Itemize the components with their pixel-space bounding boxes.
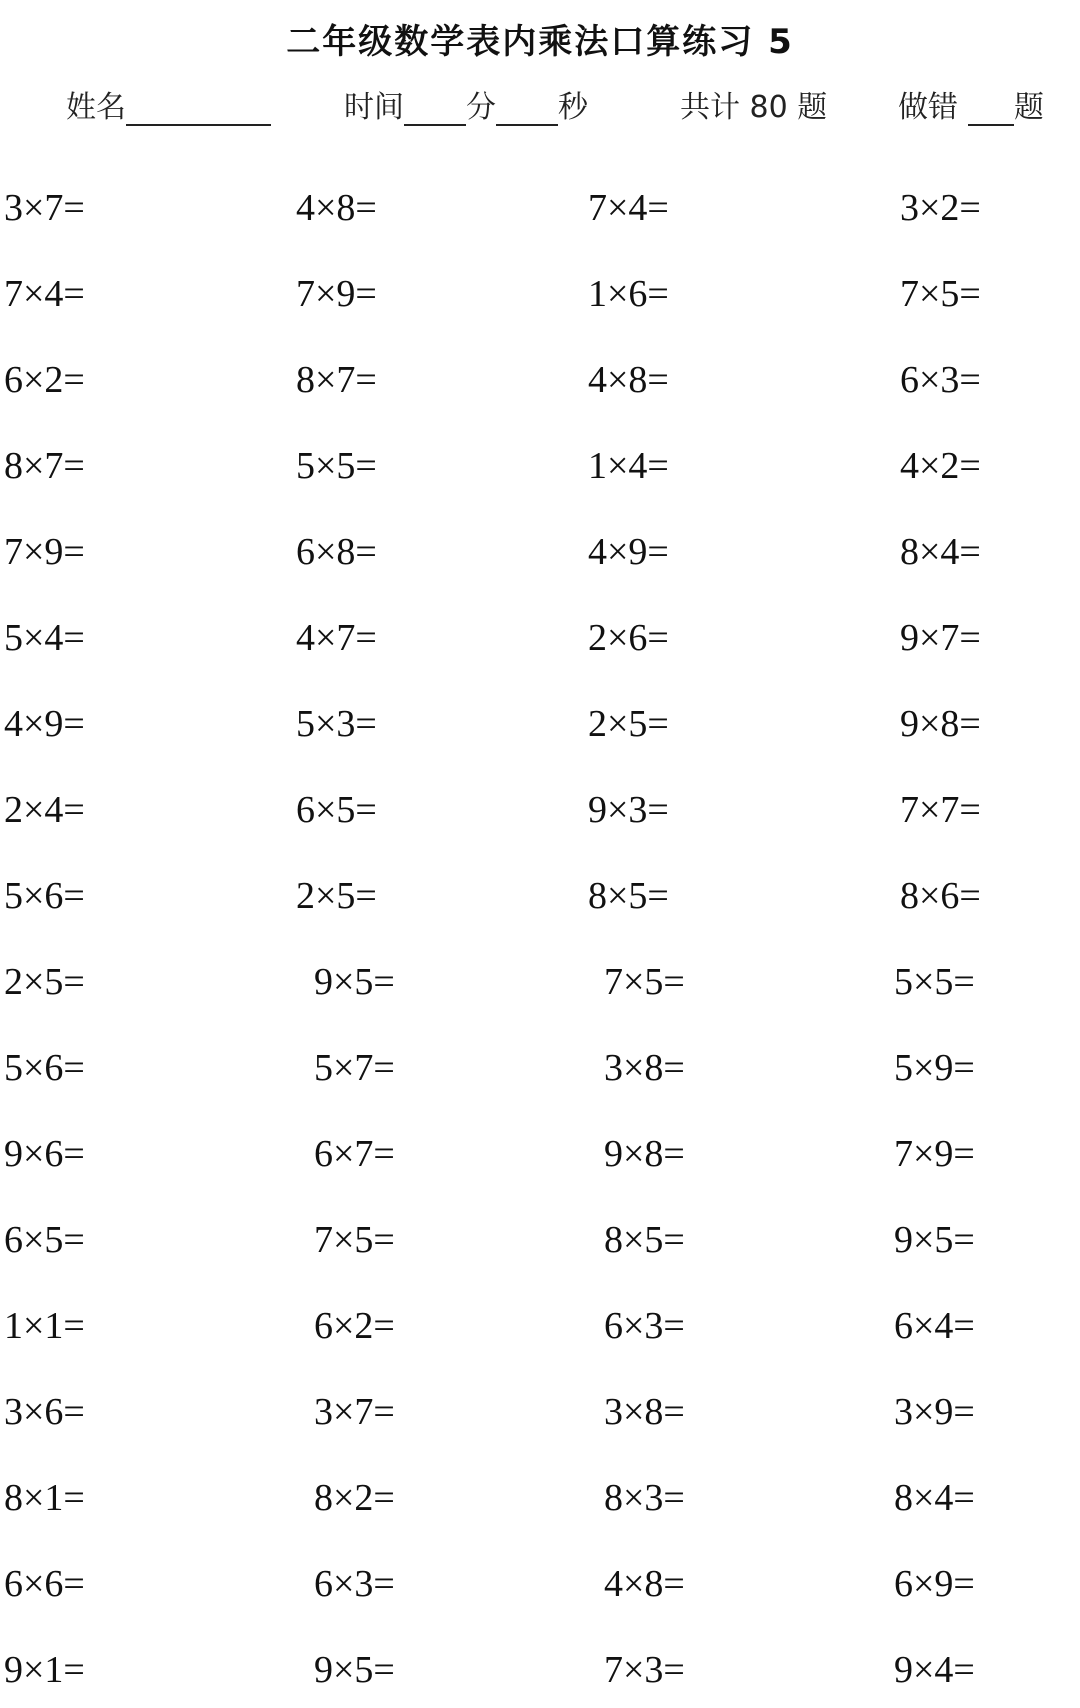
problem-item: 2×6= [588, 617, 669, 659]
problem-item: 9×1= [4, 1649, 85, 1691]
problem-item: 2×5= [296, 875, 377, 917]
problem-item: 8×7= [296, 359, 377, 401]
problem-item: 6×4= [894, 1305, 975, 1347]
problem-item: 9×6= [4, 1133, 85, 1175]
problem-item: 8×5= [604, 1219, 685, 1261]
wrong-unit: 题 [1014, 90, 1044, 125]
problem-item: 6×3= [314, 1563, 395, 1605]
problem-item: 6×6= [4, 1563, 85, 1605]
problem-item: 3×8= [604, 1047, 685, 1089]
problem-item: 6×3= [604, 1305, 685, 1347]
problem-item: 8×6= [900, 875, 981, 917]
problem-row [0, 1562, 1080, 1622]
problem-item: 9×7= [900, 617, 981, 659]
time-field [344, 82, 588, 125]
name-label: 姓名 [66, 90, 126, 125]
name-blank[interactable] [126, 94, 271, 126]
second-label: 秒 [558, 90, 588, 125]
problem-row [0, 960, 1080, 1020]
problem-item: 7×9= [894, 1133, 975, 1175]
problem-item: 4×9= [588, 531, 669, 573]
problem-item: 3×7= [314, 1391, 395, 1433]
problem-item: 5×5= [894, 961, 975, 1003]
problem-item: 7×5= [314, 1219, 395, 1261]
problem-item: 4×8= [588, 359, 669, 401]
problem-item: 8×7= [4, 445, 85, 487]
problem-row [0, 1304, 1080, 1364]
problem-item: 5×9= [894, 1047, 975, 1089]
problem-item: 4×8= [296, 187, 377, 229]
problem-item: 7×4= [588, 187, 669, 229]
wrong-field [898, 82, 1044, 125]
problem-item: 6×2= [4, 359, 85, 401]
problem-item: 3×2= [900, 187, 981, 229]
problem-item: 9×8= [604, 1133, 685, 1175]
problem-item: 4×9= [4, 703, 85, 745]
problem-item: 5×6= [4, 1047, 85, 1089]
worksheet-title: 二年级数学表内乘法口算练习 5 [286, 22, 794, 62]
problem-row [0, 1218, 1080, 1278]
problem-item: 7×5= [604, 961, 685, 1003]
problem-item: 5×4= [4, 617, 85, 659]
problem-item: 2×4= [4, 789, 85, 831]
problem-item: 9×5= [314, 961, 395, 1003]
problem-item: 6×5= [4, 1219, 85, 1261]
problem-item: 2×5= [4, 961, 85, 1003]
problem-item: 6×2= [314, 1305, 395, 1347]
problem-item: 6×7= [314, 1133, 395, 1175]
problem-item: 1×4= [588, 445, 669, 487]
problem-item: 5×7= [314, 1047, 395, 1089]
problem-item: 9×4= [894, 1649, 975, 1691]
problem-row [0, 272, 1080, 332]
problem-item: 5×6= [4, 875, 85, 917]
problem-item: 8×4= [900, 531, 981, 573]
problem-item: 4×7= [296, 617, 377, 659]
minute-blank[interactable] [404, 94, 466, 126]
time-label: 时间 [344, 90, 404, 125]
name-field [66, 82, 271, 125]
problem-row [0, 186, 1080, 246]
problem-item: 3×9= [894, 1391, 975, 1433]
problem-item: 7×3= [604, 1649, 685, 1691]
problem-row [0, 1046, 1080, 1106]
problem-row [0, 444, 1080, 504]
problem-item: 9×8= [900, 703, 981, 745]
problem-item: 8×2= [314, 1477, 395, 1519]
problem-item: 9×5= [314, 1649, 395, 1691]
minute-label: 分 [466, 90, 496, 125]
problem-item: 9×3= [588, 789, 669, 831]
problem-item: 2×5= [588, 703, 669, 745]
problem-row [0, 702, 1080, 762]
problem-row [0, 1648, 1080, 1708]
problem-item: 6×5= [296, 789, 377, 831]
problem-item: 6×3= [900, 359, 981, 401]
total-count: 共计 80 题 [680, 90, 828, 125]
problem-item: 4×8= [604, 1563, 685, 1605]
problem-row [0, 358, 1080, 418]
wrong-blank[interactable] [968, 94, 1014, 126]
problem-item: 1×6= [588, 273, 669, 315]
problem-item: 9×5= [894, 1219, 975, 1261]
problem-row [0, 530, 1080, 590]
problem-item: 7×9= [296, 273, 377, 315]
problem-item: 6×8= [296, 531, 377, 573]
problem-item: 5×5= [296, 445, 377, 487]
problem-item: 7×9= [4, 531, 85, 573]
wrong-label: 做错 [898, 90, 958, 125]
problem-row [0, 874, 1080, 934]
problem-item: 3×6= [4, 1391, 85, 1433]
problem-item: 4×2= [900, 445, 981, 487]
problem-item: 7×5= [900, 273, 981, 315]
problem-row [0, 1390, 1080, 1450]
problem-item: 7×4= [4, 273, 85, 315]
problem-row [0, 1476, 1080, 1536]
problem-row [0, 1132, 1080, 1192]
problem-item: 6×9= [894, 1563, 975, 1605]
problem-item: 7×7= [900, 789, 981, 831]
second-blank[interactable] [496, 94, 558, 126]
problem-item: 8×5= [588, 875, 669, 917]
problem-item: 5×3= [296, 703, 377, 745]
problem-item: 3×7= [4, 187, 85, 229]
problem-item: 3×8= [604, 1391, 685, 1433]
problem-row [0, 788, 1080, 848]
problem-row [0, 616, 1080, 676]
problem-item: 8×1= [4, 1477, 85, 1519]
problem-item: 8×4= [894, 1477, 975, 1519]
problem-item: 8×3= [604, 1477, 685, 1519]
problem-item: 1×1= [4, 1305, 85, 1347]
